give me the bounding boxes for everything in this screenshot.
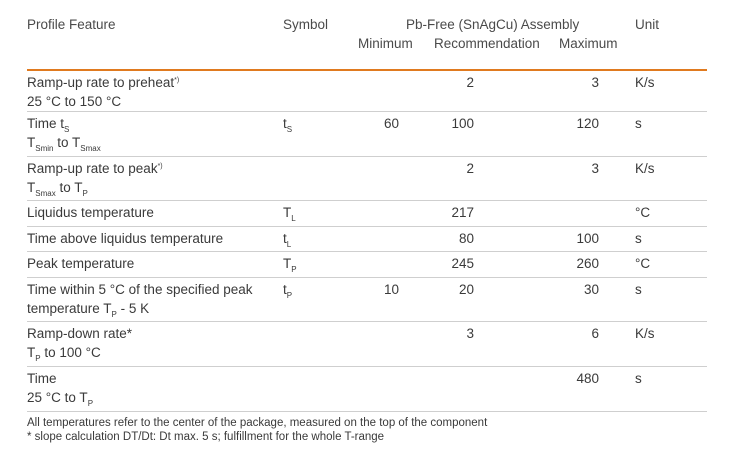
row-maximum: 3 [591,161,599,176]
row-feature-detail: 25 °C to $T_P$ [27,390,94,408]
row-feature: Ramp-down rate* [27,326,133,341]
header-maximum: Maximum [559,36,618,51]
row-feature: Time within 5 °C of the specified peak [27,282,253,297]
row-unit: s [635,231,642,246]
table-row [27,252,707,278]
row-feature: Liquidus temperature [27,205,154,220]
row-feature: Peak temperature [27,256,135,271]
row-feature: Time $t_S$ [27,116,70,134]
row-unit: K/s [635,326,655,341]
row-unit: s [635,282,642,297]
row-feature-detail: $T_{Smin}$ to $T_{Smax}$ [27,135,101,153]
row-unit: °C [635,205,651,220]
row-maximum: 100 [576,231,599,246]
row-unit: °C [635,256,651,271]
row-recommendation: 2 [466,161,474,176]
row-recommendation: 80 [458,231,474,246]
header-feature: Profile Feature [27,17,116,32]
row-maximum: 3 [591,75,599,90]
row-feature: Ramp-up rate to peak*) [27,161,163,176]
row-feature-detail: $T_{Smax}$ to $T_P$ [27,180,88,198]
row-maximum: 480 [576,371,599,386]
table-header [27,14,707,56]
row-recommendation: 20 [458,282,474,297]
row-unit: K/s [635,161,655,176]
row-recommendation: 2 [466,75,474,90]
row-feature-detail: 25 °C to 150 °C [27,94,122,109]
row-minimum: 10 [383,282,399,297]
row-recommendation: 245 [451,256,474,271]
header-group: Pb-Free (SnAgCu) Assembly [406,17,580,32]
row-feature-detail: temperature $T_P - 5$ K [27,301,150,319]
row-symbol: $t_L$ [283,231,292,249]
row-unit: K/s [635,75,655,90]
profile-table [27,14,707,408]
table-row [27,71,707,112]
table-body [27,71,707,412]
row-feature: Ramp-up rate to preheat*) [27,75,180,90]
row-maximum: 120 [576,116,599,131]
row-symbol: $T_L$ [283,205,296,223]
row-feature-detail: $T_P$ to 100 °C [27,345,101,363]
row-unit: s [635,116,642,131]
row-maximum: 30 [583,282,599,297]
header-recommendation: Recommendation [434,36,540,51]
table-row [27,112,707,157]
header-symbol: Symbol [283,17,329,32]
row-unit: s [635,371,642,386]
row-recommendation: 217 [451,205,474,220]
row-maximum: 260 [576,256,599,271]
table-row [27,201,707,227]
footnote-temperatures: All temperatures refer to the center of the package, measured on the top of the component [27,417,488,429]
table-row [27,278,707,322]
footnotes [27,416,487,444]
table-row [27,322,707,367]
table-row [27,157,707,201]
header-minimum: Minimum [358,36,413,51]
footnote-slope: * slope calculation DT/Dt: Dt max. 5 s; fulfillment for the whole T-range [27,431,385,443]
table-row [27,227,707,252]
row-symbol: $t_P$ [283,282,293,300]
header-unit: Unit [635,17,660,32]
row-maximum: 6 [591,326,599,341]
row-symbol: $T_P$ [283,256,297,274]
row-feature: Time above liquidus temperature [27,231,224,246]
row-symbol: $t_S$ [283,116,293,134]
row-recommendation: 100 [451,116,474,131]
table-row [27,367,707,412]
row-recommendation: 3 [466,326,474,341]
row-feature: Time [27,371,57,386]
row-minimum: 60 [383,116,399,131]
